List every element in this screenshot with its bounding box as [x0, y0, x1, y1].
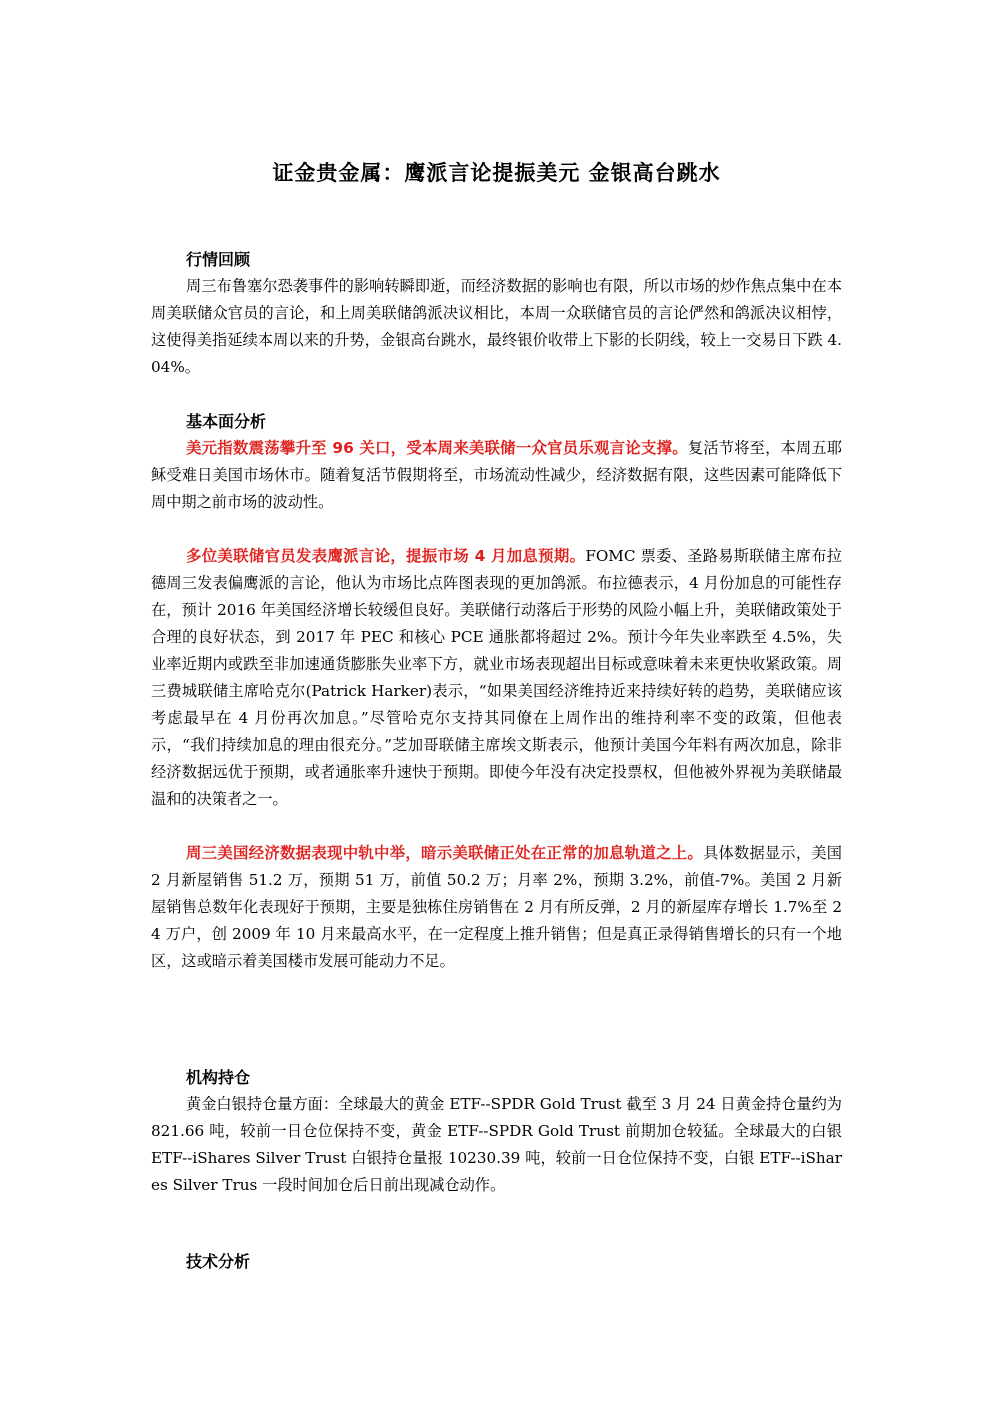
- section-fundamental-analysis: [151, 408, 842, 975]
- paragraph-text: 具体数据显示，美国 2 月新屋销售 51.2 万，预期 51 万，前值 50.2 万；月率 2%，预期 3.2%，前值-7%。美国 2 月新屋销售总数年化表现好于预期，主要是独栋住房销售在 2 月有所反弹，2 月的新屋库存增长 1.7%至 24 万户，创 2009 年 10 月来最高水平，在一定程度上推升销售；但是真正录得销售增长的只有一个地区，这或暗示着美国楼市发展可能动力不足。: [151, 844, 842, 970]
- section-heading: 行情回顾: [186, 250, 251, 269]
- section-technical-analysis: [151, 1248, 842, 1275]
- paragraph-lead: 美元指数震荡攀升至 96 关口，受本周来美联储一众官员乐观言论支撑。: [186, 439, 688, 457]
- paragraph-lead: 周三美国经济数据表现中轨中举，暗示美联储正处在正常的加息轨道之上。: [186, 844, 704, 862]
- paragraph: [151, 435, 842, 516]
- paragraph: [151, 840, 842, 975]
- paragraph: [151, 543, 842, 813]
- paragraph: [151, 1091, 842, 1199]
- section-market-review: [151, 246, 842, 381]
- paragraph-text: 黄金白银持仓量方面：全球最大的黄金 ETF--SPDR Gold Trust 截至 3 月 24 日黄金持仓量约为 821.66 吨，较前一日仓位保持不变，黄金 ETF--SPDR Gold Trust 前期加仓较猛。全球最大的白银 ETF--iShares Silver Trust 白银持仓量报 10230.39 吨，较前一日仓位保持不变，白银 ETF--iShares Silver Trus 一段时间加仓后日前出现减仓动作。: [151, 1095, 842, 1194]
- paragraph-text: FOMC 票委、圣路易斯联储主席布拉德周三发表偏鹰派的言论，他认为市场比点阵图表现的更加鸽派。布拉德表示，4 月份加息的可能性存在，预计 2016 年美国经济增长较缓但良好。美联储行动落后于形势的风险小幅上升，美联储政策处于合理的良好状态，到 2017 年 PEC 和核心 PCE 通胀都将超过 2%。预计今年失业率跌至 4.5%，失业率近期内或跌至非加速通货膨胀失业率下方，就业市场表现超出目标或意味着未来更快收紧政策。周三费城联储主席哈克尔(Patrick Harker)表示，“如果美国经济维持近来持续好转的趋势，美联储应该考虑最早在 4 月份再次加息。”尽管哈克尔支持其同僚在上周作出的维持利率不变的政策，但他表示，“我们持续加息的理由很充分。”芝加哥联储主席埃文斯表示，他预计美国今年料有两次加息，除非经济数据远优于预期，或者通胀率升速快于预期。即使今年没有决定投票权，但他被外界视为美联储最温和的决策者之一。: [151, 547, 842, 808]
- paragraph-text: 复活节将至，本周五耶稣受难日美国市场休市。随着复活节假期将至，市场流动性减少，经济数据有限，这些因素可能降低下周中期之前市场的波动性。: [151, 439, 843, 511]
- section-heading: 技术分析: [186, 1252, 251, 1271]
- section-institutional-holdings: [151, 1064, 842, 1199]
- paragraph: [151, 273, 842, 381]
- section-heading: 机构持仓: [186, 1068, 251, 1087]
- paragraph-text: 周三布鲁塞尔恐袭事件的影响转瞬即逝，而经济数据的影响也有限，所以市场的炒作焦点集中在本周美联储众官员的言论，和上周美联储鸽派决议相比，本周一众联储官员的言论俨然和鸽派决议相悖，这使得美指延续本周以来的升势，金银高台跳水，最终银价收带上下影的长阴线，较上一交易日下跌 4.04%。: [151, 277, 842, 376]
- paragraph-lead: 多位美联储官员发表鹰派言论，提振市场 4 月加息预期。: [186, 547, 586, 565]
- section-heading: 基本面分析: [186, 412, 267, 431]
- document-title: 证金贵金属：鹰派言论提振美元 金银高台跳水: [272, 161, 721, 185]
